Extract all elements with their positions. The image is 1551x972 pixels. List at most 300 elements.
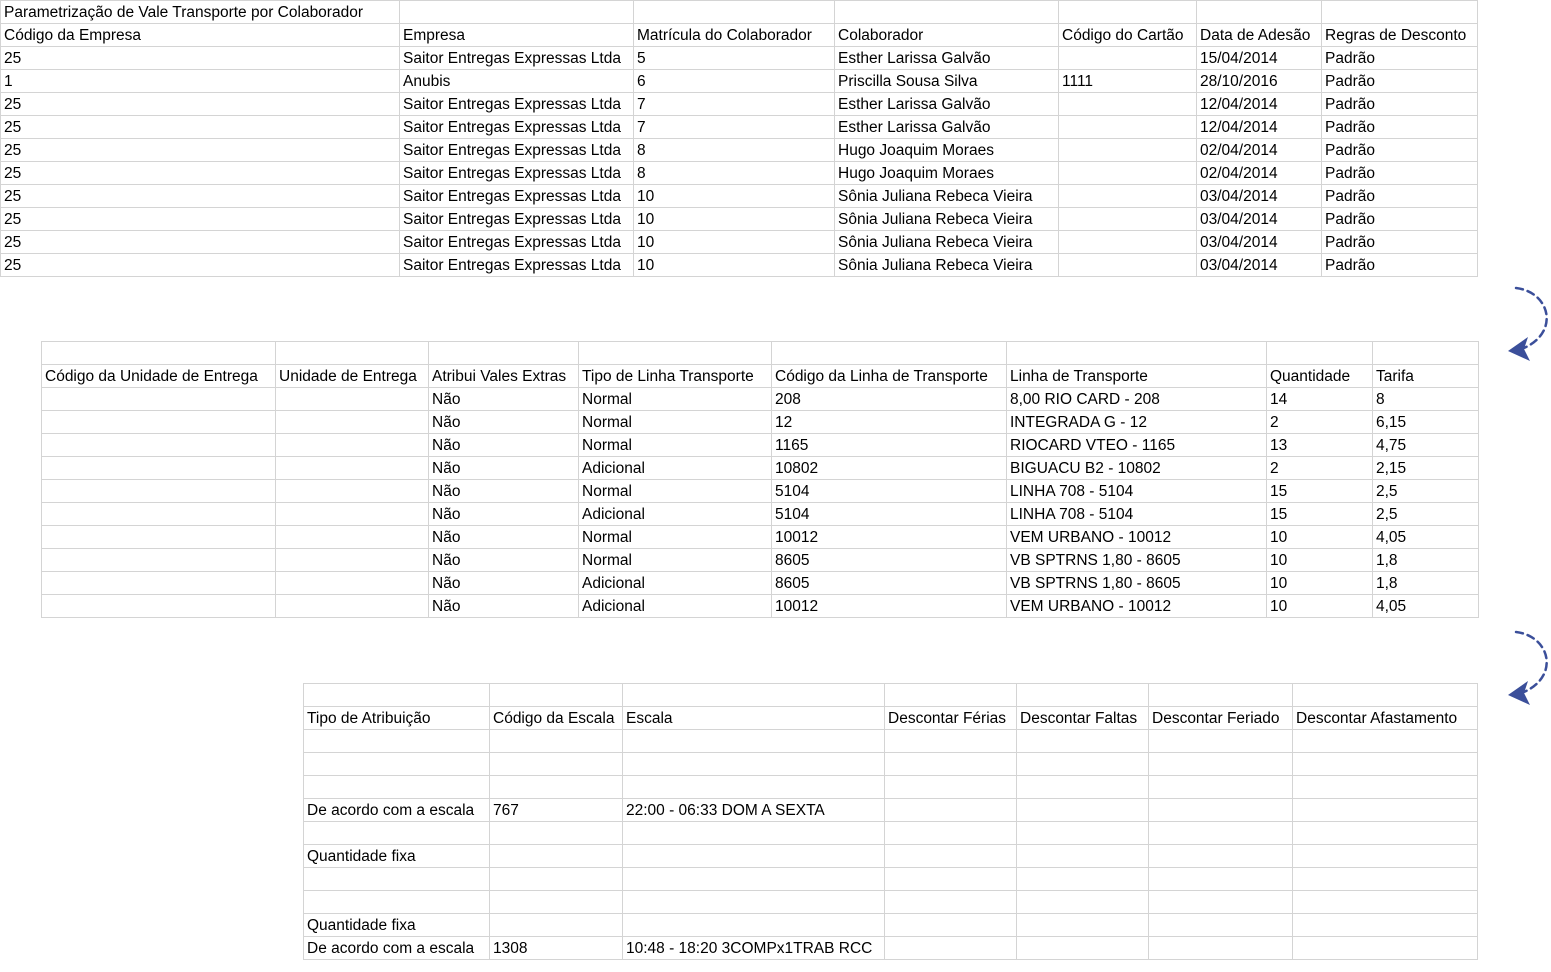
table-cell[interactable] — [304, 730, 490, 753]
table-cell[interactable]: Normal — [579, 411, 772, 434]
table-row — [1, 139, 1478, 162]
table-cell[interactable]: Normal — [579, 388, 772, 411]
table-cell[interactable] — [1293, 822, 1478, 845]
table-cell[interactable]: VB SPTRNS 1,80 - 8605 — [1007, 572, 1267, 595]
table-cell[interactable]: 22:00 - 06:33 DOM A SEXTA — [623, 799, 885, 822]
column-header[interactable]: Código da Linha de Transporte — [772, 365, 1007, 388]
table-cell[interactable] — [1293, 799, 1478, 822]
table-cell[interactable] — [623, 730, 885, 753]
sheet-title[interactable]: Parametrização de Vale Transporte por Colaborador — [1, 1, 400, 24]
cell[interactable] — [1267, 342, 1373, 365]
table-cell[interactable]: Saitor Entregas Expressas Ltda — [400, 47, 634, 70]
table-cell[interactable]: Priscilla Sousa Silva — [835, 70, 1059, 93]
table-cell[interactable]: Saitor Entregas Expressas Ltda — [400, 116, 634, 139]
table-row — [304, 730, 1478, 753]
table-cell[interactable]: Sônia Juliana Rebeca Vieira — [835, 185, 1059, 208]
table-cell[interactable] — [304, 753, 490, 776]
table-cell[interactable]: Não — [429, 434, 579, 457]
table-cell[interactable]: Não — [429, 388, 579, 411]
table-row — [1, 208, 1478, 231]
table-row — [42, 595, 1479, 618]
table-cell[interactable]: 208 — [772, 388, 1007, 411]
table-cell[interactable] — [490, 891, 623, 914]
table-cell[interactable] — [276, 503, 429, 526]
table-row — [304, 937, 1478, 960]
table-cell[interactable]: Sônia Juliana Rebeca Vieira — [835, 208, 1059, 231]
cell[interactable] — [579, 342, 772, 365]
table-cell[interactable] — [42, 572, 276, 595]
table-cell[interactable]: 12/04/2014 — [1197, 93, 1322, 116]
table-cell[interactable]: Sônia Juliana Rebeca Vieira — [835, 231, 1059, 254]
table-cell[interactable]: 25 — [1, 139, 400, 162]
table-cell[interactable]: Anubis — [400, 70, 634, 93]
table-cell[interactable] — [623, 822, 885, 845]
table-cell[interactable]: 10 — [1267, 526, 1373, 549]
table-cell[interactable]: Não — [429, 526, 579, 549]
table-cell[interactable] — [623, 845, 885, 868]
table-row — [42, 503, 1479, 526]
table-cell[interactable]: 03/04/2014 — [1197, 231, 1322, 254]
table-cell[interactable]: Padrão — [1322, 116, 1478, 139]
table-cell[interactable] — [1149, 799, 1293, 822]
table-cell[interactable]: 1111 — [1059, 70, 1197, 93]
column-header[interactable]: Tipo de Linha Transporte — [579, 365, 772, 388]
table-cell[interactable] — [42, 388, 276, 411]
cell[interactable] — [623, 684, 885, 707]
table-cell[interactable]: 10 — [1267, 572, 1373, 595]
table-cell[interactable] — [1149, 891, 1293, 914]
table-row — [1, 116, 1478, 139]
table-cell[interactable]: Saitor Entregas Expressas Ltda — [400, 208, 634, 231]
table-cell[interactable]: 25 — [1, 231, 400, 254]
table-row — [1, 185, 1478, 208]
table-cell[interactable]: 2,15 — [1373, 457, 1479, 480]
table-cell[interactable] — [885, 891, 1017, 914]
table-cell[interactable] — [885, 753, 1017, 776]
table-cell[interactable] — [276, 388, 429, 411]
table-cell[interactable]: 25 — [1, 47, 400, 70]
table-cell[interactable]: INTEGRADA G - 12 — [1007, 411, 1267, 434]
table-cell[interactable]: Normal — [579, 434, 772, 457]
table-cell[interactable] — [885, 730, 1017, 753]
table-cell[interactable] — [623, 914, 885, 937]
table-cell[interactable]: Adicional — [579, 595, 772, 618]
table-cell[interactable]: Não — [429, 503, 579, 526]
table-row — [304, 799, 1478, 822]
table-cell[interactable]: 25 — [1, 93, 400, 116]
table-cell[interactable] — [1293, 753, 1478, 776]
cell[interactable] — [1293, 684, 1478, 707]
table-cell[interactable] — [885, 799, 1017, 822]
table-cell[interactable]: LINHA 708 - 5104 — [1007, 480, 1267, 503]
table-cell[interactable] — [490, 776, 623, 799]
title-row — [1, 1, 1478, 24]
table-cell[interactable]: 8 — [1373, 388, 1479, 411]
table-cell[interactable] — [304, 822, 490, 845]
table-cell[interactable]: 5 — [634, 47, 835, 70]
table-row — [1, 254, 1478, 277]
table-cell[interactable] — [490, 730, 623, 753]
table-cell[interactable]: 10 — [634, 254, 835, 277]
table-cell[interactable]: 03/04/2014 — [1197, 185, 1322, 208]
table-cell[interactable]: 02/04/2014 — [1197, 162, 1322, 185]
table-cell[interactable] — [304, 891, 490, 914]
column-header[interactable]: Código da Escala — [490, 707, 623, 730]
table-row — [42, 388, 1479, 411]
table-row — [42, 549, 1479, 572]
table-cell[interactable]: 5104 — [772, 480, 1007, 503]
table-cell[interactable] — [304, 868, 490, 891]
column-header[interactable]: Empresa — [400, 24, 634, 47]
table-row — [42, 572, 1479, 595]
table-cell[interactable]: 10 — [634, 208, 835, 231]
table-cell[interactable] — [1293, 776, 1478, 799]
blank-row — [304, 684, 1478, 707]
table-cell[interactable]: Sônia Juliana Rebeca Vieira — [835, 254, 1059, 277]
table-cell[interactable] — [1017, 937, 1149, 960]
cell[interactable] — [835, 1, 1059, 24]
table-row — [304, 891, 1478, 914]
table-cell[interactable]: 1 — [1, 70, 400, 93]
cell[interactable] — [490, 684, 623, 707]
table-cell[interactable]: 7 — [634, 93, 835, 116]
table-cell[interactable]: Saitor Entregas Expressas Ltda — [400, 185, 634, 208]
table-cell[interactable]: Não — [429, 480, 579, 503]
table-cell[interactable] — [1017, 730, 1149, 753]
table-cell[interactable] — [885, 868, 1017, 891]
table-row — [1, 231, 1478, 254]
cell[interactable] — [634, 1, 835, 24]
table-cell[interactable] — [1059, 231, 1197, 254]
cell[interactable] — [1149, 684, 1293, 707]
table-cell[interactable]: Não — [429, 411, 579, 434]
table-cell[interactable]: 03/04/2014 — [1197, 254, 1322, 277]
table-cell[interactable]: 15 — [1267, 480, 1373, 503]
table-cell[interactable] — [1293, 730, 1478, 753]
table-cell[interactable]: 15 — [1267, 503, 1373, 526]
table-cell[interactable] — [42, 457, 276, 480]
transport-line-table — [41, 341, 1479, 618]
table-cell[interactable] — [1149, 753, 1293, 776]
table-cell[interactable]: De acordo com a escala — [304, 799, 490, 822]
table-cell[interactable] — [1149, 914, 1293, 937]
table-cell[interactable]: 8605 — [772, 549, 1007, 572]
table-row — [304, 822, 1478, 845]
table-cell[interactable]: 14 — [1267, 388, 1373, 411]
table-cell[interactable]: Saitor Entregas Expressas Ltda — [400, 139, 634, 162]
table-row — [304, 914, 1478, 937]
table-cell[interactable]: 2 — [1267, 411, 1373, 434]
column-header[interactable]: Colaborador — [835, 24, 1059, 47]
table-row — [1, 93, 1478, 116]
table-cell[interactable] — [42, 595, 276, 618]
table-cell[interactable] — [1017, 868, 1149, 891]
cell[interactable] — [400, 1, 634, 24]
table-cell[interactable]: BIGUACU B2 - 10802 — [1007, 457, 1267, 480]
column-header[interactable]: Linha de Transporte — [1007, 365, 1267, 388]
table-cell[interactable]: Esther Larissa Galvão — [835, 93, 1059, 116]
table-cell[interactable]: 25 — [1, 254, 400, 277]
table-cell[interactable]: 4,75 — [1373, 434, 1479, 457]
table-cell[interactable] — [1017, 914, 1149, 937]
table-cell[interactable] — [42, 411, 276, 434]
table-cell[interactable]: 2 — [1267, 457, 1373, 480]
table-cell[interactable] — [276, 572, 429, 595]
column-header[interactable]: Tarifa — [1373, 365, 1479, 388]
table-cell[interactable]: 2,5 — [1373, 480, 1479, 503]
table-cell[interactable]: Adicional — [579, 572, 772, 595]
table-cell[interactable] — [304, 776, 490, 799]
table-cell[interactable]: Esther Larissa Galvão — [835, 116, 1059, 139]
table-cell[interactable] — [885, 845, 1017, 868]
table-row — [1, 47, 1478, 70]
table-cell[interactable] — [885, 914, 1017, 937]
column-header[interactable]: Atribui Vales Extras — [429, 365, 579, 388]
column-header[interactable]: Matrícula do Colaborador — [634, 24, 835, 47]
column-header[interactable]: Unidade de Entrega — [276, 365, 429, 388]
cell[interactable] — [1197, 1, 1322, 24]
table-cell[interactable]: 28/10/2016 — [1197, 70, 1322, 93]
column-header[interactable]: Quantidade — [1267, 365, 1373, 388]
table-cell[interactable]: Hugo Joaquim Moraes — [835, 162, 1059, 185]
table-cell[interactable]: 12 — [772, 411, 1007, 434]
table-cell[interactable]: 4,05 — [1373, 595, 1479, 618]
table-cell[interactable] — [1293, 937, 1478, 960]
table-cell[interactable]: Padrão — [1322, 208, 1478, 231]
table-row — [304, 776, 1478, 799]
table-row — [1, 70, 1478, 93]
table-cell[interactable] — [1149, 776, 1293, 799]
table-cell[interactable]: 6 — [634, 70, 835, 93]
table-cell[interactable] — [623, 776, 885, 799]
table-cell[interactable] — [276, 457, 429, 480]
table-cell[interactable]: 10012 — [772, 595, 1007, 618]
column-header[interactable]: Descontar Férias — [885, 707, 1017, 730]
table-cell[interactable]: 2,5 — [1373, 503, 1479, 526]
table-cell[interactable]: 12/04/2014 — [1197, 116, 1322, 139]
table-cell[interactable] — [623, 868, 885, 891]
table-cell[interactable]: 25 — [1, 162, 400, 185]
table-cell[interactable] — [1149, 730, 1293, 753]
table-cell[interactable] — [42, 480, 276, 503]
column-header[interactable]: Descontar Faltas — [1017, 707, 1149, 730]
table-cell[interactable] — [623, 753, 885, 776]
table-cell[interactable] — [1059, 254, 1197, 277]
table-cell[interactable]: Adicional — [579, 457, 772, 480]
table-cell[interactable]: Saitor Entregas Expressas Ltda — [400, 93, 634, 116]
table-cell[interactable]: Não — [429, 549, 579, 572]
table-cell[interactable] — [276, 411, 429, 434]
table-row — [304, 868, 1478, 891]
table-cell[interactable]: 10 — [1267, 595, 1373, 618]
table-cell[interactable]: Normal — [579, 526, 772, 549]
cell[interactable] — [1373, 342, 1479, 365]
table-cell[interactable]: 15/04/2014 — [1197, 47, 1322, 70]
column-header[interactable]: Escala — [623, 707, 885, 730]
table-cell[interactable]: 1,8 — [1373, 572, 1479, 595]
table-cell[interactable] — [490, 845, 623, 868]
table-cell[interactable] — [42, 503, 276, 526]
table-cell[interactable] — [1149, 845, 1293, 868]
table-cell[interactable] — [623, 891, 885, 914]
table-cell[interactable]: RIOCARD VTEO - 1165 — [1007, 434, 1267, 457]
table-cell[interactable]: Padrão — [1322, 254, 1478, 277]
table-cell[interactable]: Não — [429, 457, 579, 480]
cell[interactable] — [276, 342, 429, 365]
cell[interactable] — [429, 342, 579, 365]
table-cell[interactable]: Padrão — [1322, 47, 1478, 70]
cell[interactable] — [885, 684, 1017, 707]
column-header[interactable]: Código do Cartão — [1059, 24, 1197, 47]
table-cell[interactable]: 767 — [490, 799, 623, 822]
table-cell[interactable]: Normal — [579, 549, 772, 572]
table-cell[interactable]: 02/04/2014 — [1197, 139, 1322, 162]
table-cell[interactable]: Padrão — [1322, 231, 1478, 254]
table-cell[interactable]: Padrão — [1322, 139, 1478, 162]
table-cell[interactable] — [1293, 891, 1478, 914]
column-header[interactable]: Código da Empresa — [1, 24, 400, 47]
table-cell[interactable] — [1149, 868, 1293, 891]
cell[interactable] — [1017, 684, 1149, 707]
table-cell[interactable]: 8 — [634, 162, 835, 185]
collaborator-table — [0, 0, 1478, 277]
table-cell[interactable] — [42, 549, 276, 572]
table-cell[interactable] — [276, 480, 429, 503]
table-cell[interactable]: 13 — [1267, 434, 1373, 457]
table-cell[interactable]: 25 — [1, 208, 400, 231]
table-cell[interactable]: 1165 — [772, 434, 1007, 457]
table-cell[interactable]: Padrão — [1322, 93, 1478, 116]
curved-arrow-icon — [1502, 282, 1551, 366]
cell[interactable] — [304, 684, 490, 707]
cell[interactable] — [42, 342, 276, 365]
table-cell[interactable]: Hugo Joaquim Moraes — [835, 139, 1059, 162]
table-row — [42, 411, 1479, 434]
table-cell[interactable] — [1293, 845, 1478, 868]
table-cell[interactable] — [490, 753, 623, 776]
table-cell[interactable]: 10012 — [772, 526, 1007, 549]
table-cell[interactable]: Não — [429, 572, 579, 595]
table-cell[interactable] — [1059, 93, 1197, 116]
column-header[interactable]: Data de Adesão — [1197, 24, 1322, 47]
table-cell[interactable] — [1293, 868, 1478, 891]
table-cell[interactable] — [885, 822, 1017, 845]
table-cell[interactable]: VEM URBANO - 10012 — [1007, 595, 1267, 618]
table-cell[interactable] — [885, 937, 1017, 960]
table-cell[interactable]: 7 — [634, 116, 835, 139]
table-cell[interactable] — [276, 595, 429, 618]
table-cell[interactable] — [276, 549, 429, 572]
table-cell[interactable]: 8605 — [772, 572, 1007, 595]
table-cell[interactable] — [42, 434, 276, 457]
table-cell[interactable]: De acordo com a escala — [304, 937, 490, 960]
table-row — [42, 480, 1479, 503]
table-cell[interactable] — [490, 914, 623, 937]
table-cell[interactable] — [1059, 162, 1197, 185]
cell[interactable] — [1059, 1, 1197, 24]
table-cell[interactable] — [1017, 845, 1149, 868]
table-cell[interactable] — [1059, 208, 1197, 231]
table-cell[interactable] — [1059, 47, 1197, 70]
table-cell[interactable]: 5104 — [772, 503, 1007, 526]
curved-arrow-icon — [1502, 626, 1551, 710]
table-cell[interactable] — [1059, 185, 1197, 208]
table-cell[interactable] — [490, 822, 623, 845]
table-cell[interactable]: 10 — [1267, 549, 1373, 572]
table-cell[interactable]: Padrão — [1322, 70, 1478, 93]
table-cell[interactable] — [1149, 937, 1293, 960]
table-cell[interactable] — [1017, 822, 1149, 845]
table-cell[interactable]: Esther Larissa Galvão — [835, 47, 1059, 70]
table-cell[interactable]: 25 — [1, 116, 400, 139]
cell[interactable] — [772, 342, 1007, 365]
schedule-table — [303, 683, 1478, 960]
table-cell[interactable] — [276, 526, 429, 549]
table-cell[interactable]: 10:48 - 18:20 3COMPx1TRAB RCC — [623, 937, 885, 960]
table-cell[interactable] — [885, 776, 1017, 799]
table-cell[interactable] — [490, 868, 623, 891]
table-cell[interactable]: Saitor Entregas Expressas Ltda — [400, 162, 634, 185]
table-cell[interactable]: Quantidade fixa — [304, 845, 490, 868]
table-cell[interactable]: LINHA 708 - 5104 — [1007, 503, 1267, 526]
table-cell[interactable]: 1308 — [490, 937, 623, 960]
table-cell[interactable]: Padrão — [1322, 185, 1478, 208]
table-cell[interactable] — [42, 526, 276, 549]
table-cell[interactable] — [1059, 139, 1197, 162]
table-cell[interactable] — [1017, 891, 1149, 914]
cell[interactable] — [1007, 342, 1267, 365]
header-row — [42, 365, 1479, 388]
column-header[interactable]: Descontar Feriado — [1149, 707, 1293, 730]
header-row — [1, 24, 1478, 47]
table-cell[interactable]: Padrão — [1322, 162, 1478, 185]
table-cell[interactable]: Quantidade fixa — [304, 914, 490, 937]
table-cell[interactable]: Saitor Entregas Expressas Ltda — [400, 254, 634, 277]
table-cell[interactable]: Adicional — [579, 503, 772, 526]
table-cell[interactable]: 10 — [634, 231, 835, 254]
column-header[interactable]: Tipo de Atribuição — [304, 707, 490, 730]
table-cell[interactable] — [1017, 799, 1149, 822]
table-cell[interactable] — [1017, 753, 1149, 776]
blank-row — [42, 342, 1479, 365]
table-cell[interactable]: 6,15 — [1373, 411, 1479, 434]
table-cell[interactable]: 8 — [634, 139, 835, 162]
table-cell[interactable]: Saitor Entregas Expressas Ltda — [400, 231, 634, 254]
table-row — [42, 434, 1479, 457]
table-cell[interactable] — [276, 434, 429, 457]
cell[interactable] — [1322, 1, 1478, 24]
table-cell[interactable]: 4,05 — [1373, 526, 1479, 549]
column-header[interactable]: Descontar Afastamento — [1293, 707, 1478, 730]
table-row — [304, 753, 1478, 776]
table-cell[interactable] — [1149, 822, 1293, 845]
table-cell[interactable]: VEM URBANO - 10012 — [1007, 526, 1267, 549]
table-cell[interactable]: 25 — [1, 185, 400, 208]
column-header[interactable]: Código da Unidade de Entrega — [42, 365, 276, 388]
column-header[interactable]: Regras de Desconto — [1322, 24, 1478, 47]
table-cell[interactable]: 10802 — [772, 457, 1007, 480]
table-cell[interactable]: 10 — [634, 185, 835, 208]
table-cell[interactable]: Não — [429, 595, 579, 618]
table-cell[interactable]: 1,8 — [1373, 549, 1479, 572]
table-cell[interactable] — [1017, 776, 1149, 799]
table-cell[interactable] — [1293, 914, 1478, 937]
table-cell[interactable]: 8,00 RIO CARD - 208 — [1007, 388, 1267, 411]
table-cell[interactable]: 03/04/2014 — [1197, 208, 1322, 231]
table-cell[interactable]: Normal — [579, 480, 772, 503]
table-cell[interactable] — [1059, 116, 1197, 139]
table-cell[interactable]: VB SPTRNS 1,80 - 8605 — [1007, 549, 1267, 572]
